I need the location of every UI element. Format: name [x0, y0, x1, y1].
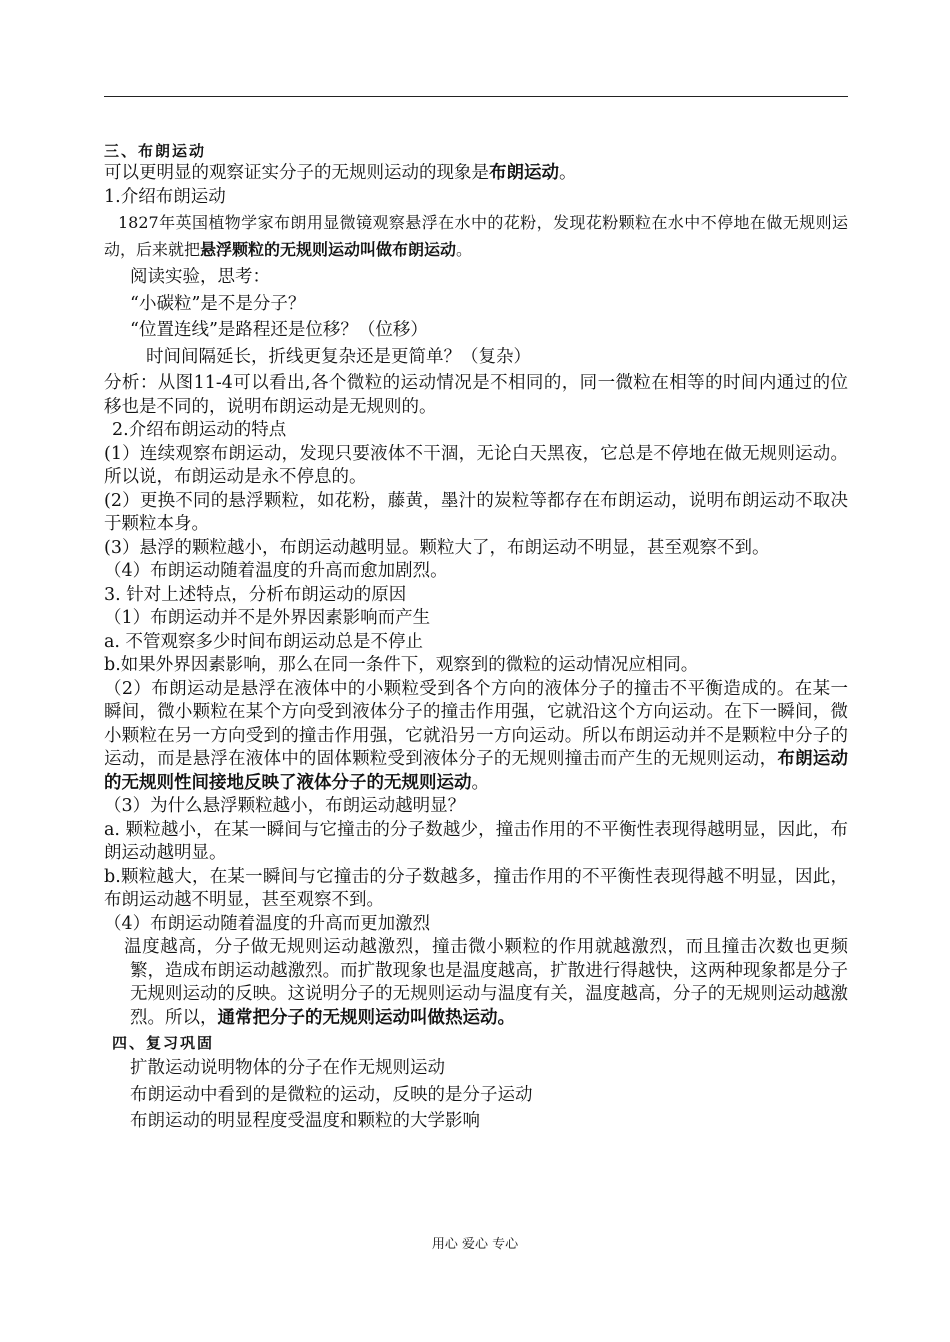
- feature-2: (2）更换不同的悬浮颗粒，如花粉，藤黄，墨汁的炭粒等都存在布朗运动，说明布朗运动不取决于颗粒本身。: [104, 490, 848, 534]
- document-body: [104, 140, 848, 1134]
- reading-prompt: 阅读实验，思考：: [130, 267, 270, 287]
- review-1: 扩散运动说明物体的分子在作无规则运动: [130, 1058, 445, 1078]
- cause-3: （3）为什么悬浮颗粒越小，布朗运动越明显？: [104, 796, 466, 816]
- review-2: 布朗运动中看到的是微粒的运动，反映的是分子运动: [130, 1084, 533, 1105]
- cause-1a: a. 不管观察多少时间布朗运动总是不停止: [104, 631, 424, 652]
- section-heading-3: 三、布朗运动: [104, 142, 207, 160]
- review-3: 布朗运动的明显程度受温度和颗粒的大学影响: [130, 1111, 480, 1131]
- subheading-2: 2.介绍布朗运动的特点: [112, 420, 287, 440]
- analysis-paragraph: 分析：从图11-4可以看出,各个微粒的运动情况是不相同的，同一微粒在相等的时间内通过的位移也是不同的，说明布朗运动是无规则的。: [104, 373, 848, 417]
- header-rule: [104, 96, 848, 97]
- subheading-3: 3. 针对上述特点，分析布朗运动的原因: [104, 584, 407, 605]
- subheading-1: 1.介绍布朗运动: [104, 186, 226, 207]
- cause-3b: b.颗粒越大，在某一瞬间与它撞击的分子数越多，撞击作用的不平衡性表现得越不明显，因此，布朗运动越不明显，甚至观察不到。: [104, 866, 848, 910]
- cause-1b: b.如果外界因素影响，那么在同一条件下，观察到的微粒的运动情况应相同。: [104, 655, 699, 675]
- question-1: “小碳粒”是不是分子？: [130, 293, 306, 314]
- cause-1: （1）布朗运动并不是外界因素影响而产生: [104, 608, 431, 628]
- temperature-paragraph: 温度越高，分子做无规则运动越激烈，撞击微小颗粒的作用就越激烈，而且撞击次数也更频繁，造成布朗运动越激烈。而扩散现象也是温度越高，扩散进行得越快，这两种现象都是分子无规则运动的反映。这说明分子的无规则运动与温度有关，温度越高，分子的无规则运动越激烈。所以，通常把分子的无规则运动叫做热运动。: [124, 937, 848, 1028]
- question-3: 时间间隔延长，折线更复杂还是更简单？（复杂）: [146, 346, 531, 367]
- question-2: “位置连线”是路程还是位移？（位移）: [130, 320, 428, 340]
- cause-3a: a. 颗粒越小，在某一瞬间与它撞击的分子数越少，撞击作用的不平衡性表现得越明显，因此，布朗运动越明显。: [104, 819, 848, 863]
- feature-1: (1）连续观察布朗运动，发现只要液体不干涸，无论白天黑夜，它总是不停地在做无规则运动。所以说，布朗运动是永不停息的。: [104, 443, 848, 487]
- page-footer: 用心 爱心 专心: [431, 1237, 519, 1252]
- history-paragraph: 1827年英国植物学家布朗用显微镜观察悬浮在水中的花粉，发现花粉颗粒在水中不停地在做无规则运动，后来就把悬浮颗粒的无规则运动叫做布朗运动。: [104, 213, 848, 259]
- feature-3: (3）悬浮的颗粒越小，布朗运动越明显。颗粒大了，布朗运动不明显，甚至观察不到。: [104, 537, 770, 558]
- section-heading-4: 四、复习巩固: [112, 1034, 215, 1052]
- cause-2: （2）布朗运动是悬浮在液体中的小颗粒受到各个方向的液体分子的撞击不平衡造成的。在某一瞬间，微小颗粒在某个方向受到液体分子的撞击作用强，它就沿这个方向运动。在下一瞬间，微小颗粒在另一方向受到的撞击作用强，它就沿另一方向运动。所以布朗运动并不是颗粒中分子的运动，而是悬浮在液体中的固体颗粒受到液体分子的无规则撞击而产生的无规则运动，布朗运动的无规则性间接地反映了液体分子的无规则运动。: [104, 678, 849, 793]
- cause-4: （4）布朗运动随着温度的升高而更加激烈: [104, 913, 431, 934]
- feature-4: （4）布朗运动随着温度的升高而愈加剧烈。: [104, 561, 448, 581]
- intro-paragraph: 可以更明显的观察证实分子的无规则运动的现象是布朗运动。: [104, 163, 577, 183]
